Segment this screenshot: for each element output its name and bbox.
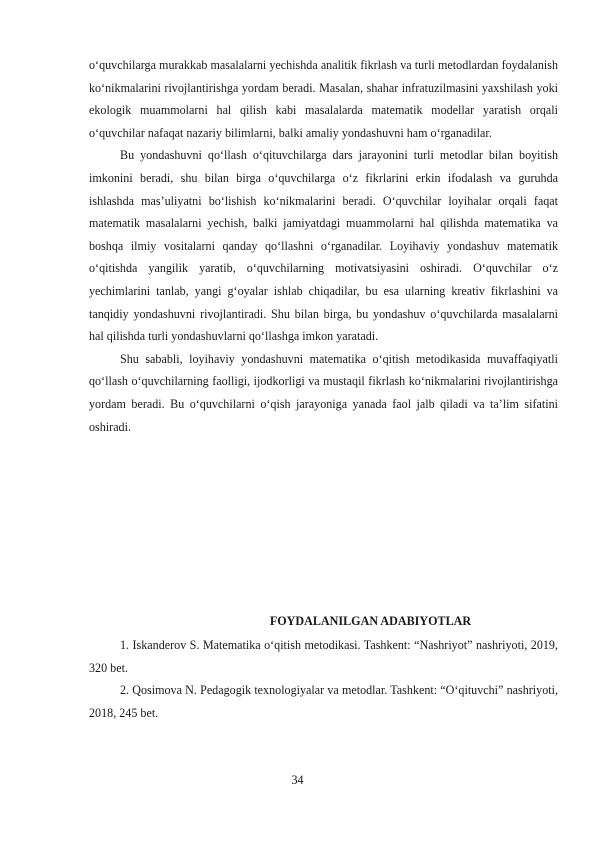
body-text bbox=[89, 54, 558, 438]
paragraph: Bu yondashuvni qo‘llash o‘qituvchilarga dars jarayonini turli metodlar bilan boyitish imkonini beradi, shu bilan birga o‘quvchilarga o‘z fikrlarini erkin ifodalash va guruhda ishlashda mas’uliyatni bo‘lishish ko‘nikmalarini beradi. O‘quvchilar loyihalar orqali faqat matematik masalalarni yechish, balki jamiyatdagi muammolarni hal qilishda matematika va boshqa ilmiy vositalarni qanday qo‘llashni o‘rganadilar. Loyihaviy yondashuv matematik o‘qitishda yangilik yaratib, o‘quvchilarning motivatsiyasini oshiradi. O‘quvchilar o‘z yechimlarini tanlab, yangi g‘oyalar ishlab chiqadilar, bu esa ularning kreativ fikrlashini va tanqidiy yondashuvni rivojlantiradi. Shu bilan birga, bu yondashuv o‘quvchilarda masalalarni hal qilishda turli yondashuvlarni qo‘llashga imkon yaratadi. bbox=[89, 148, 558, 344]
reference-item: 2. Qosimova N. Pedagogik texnologiyalar va metodlar. Tashkent: “O‘qituvchi” nashriyoti, 2018, 245 bet. bbox=[89, 683, 558, 720]
references-heading: FOYDALANILGAN ADABIYOTLAR bbox=[269, 614, 472, 628]
paragraph: Shu sababli, loyihaviy yondashuvni matematika o‘qitish metodikasida muvaffaqiyatli qo‘llash o‘quvchilarning faolligi, ijodkorligi va mustaqil fikrlash ko‘nikmalarini rivojlantirishga yordam beradi. Bu o‘quvchilarni o‘qish jarayoniga yanada faol jalb qiladi va ta’lim sifatini oshiradi. bbox=[89, 351, 558, 434]
reference-item: 1. Iskanderov S. Matematika o‘qitish metodikasi. Tashkent: “Nashriyot” nashriyoti, 2019, 320 bet. bbox=[89, 638, 558, 675]
paragraph-continuation: o‘quvchilarga murakkab masalalarni yechishda analitik fikrlash va turli metodlardan foydalanish ko‘nikmalarini rivojlantirishga yordam beradi. Masalan, shahar infratuzilmasini yaxshilash yoki ekologik muammolarni hal qilish kabi masalalarda matematik modellar yaratish orqali o‘quvchilar nafaqat nazariy bilimlarni, balki amaliy yondashuvni ham o‘rganadilar. bbox=[89, 58, 558, 140]
references-list bbox=[89, 634, 558, 724]
page-number: 34 bbox=[291, 773, 304, 787]
